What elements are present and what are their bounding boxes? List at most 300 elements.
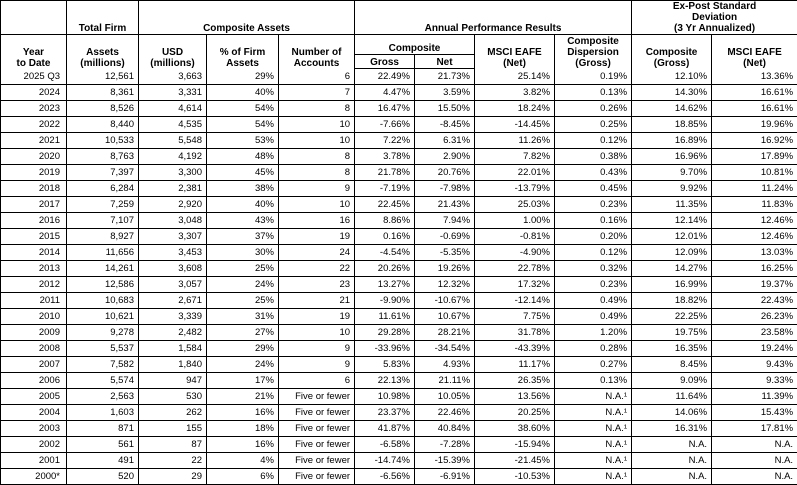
sd-msci-eafe-net-cell: 11.83%	[712, 197, 797, 213]
sd-msci-eafe-net-cell: 9.43%	[712, 357, 797, 373]
composite-net-cell: 7.94%	[415, 213, 475, 229]
composite-usd-cell: 1,840	[139, 357, 207, 373]
num-accounts-cell: 10	[279, 197, 355, 213]
msci-eafe-net-cell: 26.35%	[475, 373, 555, 389]
msci-eafe-net-cell: 31.78%	[475, 325, 555, 341]
year-cell: 2003	[1, 421, 67, 437]
total-assets-cell: 10,683	[67, 293, 139, 309]
composite-net-cell: -34.54%	[415, 341, 475, 357]
sd-composite-gross-cell: 14.30%	[632, 85, 712, 101]
msci-label: MSCI EAFE	[476, 47, 553, 58]
total-firm-header: Total Firm	[67, 1, 139, 35]
msci-eafe-net-cell: -15.94%	[475, 437, 555, 453]
composite-net-cell: 6.31%	[415, 133, 475, 149]
num-accounts-cell: Five or fewer	[279, 453, 355, 469]
composite-dispersion-cell: N.A.¹	[555, 469, 632, 485]
total-assets-cell: 6,284	[67, 181, 139, 197]
sd-composite-gross-cell: 18.85%	[632, 117, 712, 133]
composite-gross-cell: 11.61%	[355, 309, 415, 325]
composite-usd-cell: 155	[139, 421, 207, 437]
sd-msci-eafe-net-cell: 13.36%	[712, 69, 797, 85]
composite-dispersion-cell: 0.16%	[555, 213, 632, 229]
table-row	[1, 213, 797, 229]
pct-firm-assets-cell: 38%	[207, 181, 279, 197]
pct-firm-assets-cell: 24%	[207, 277, 279, 293]
composite-gross-cell: 8.86%	[355, 213, 415, 229]
table-row	[1, 261, 797, 277]
pct-firm-assets-cell: 25%	[207, 293, 279, 309]
composite-net-cell: -7.98%	[415, 181, 475, 197]
msci-eafe-net-cell: 1.00%	[475, 213, 555, 229]
expost-sd-header	[632, 1, 797, 35]
pct-firm-assets-cell: 31%	[207, 309, 279, 325]
total-assets-cell: 561	[67, 437, 139, 453]
composite-gross-cell: 41.87%	[355, 421, 415, 437]
sd-msci-eafe-net-cell: 22.43%	[712, 293, 797, 309]
sd-composite-gross-cell: N.A.	[632, 469, 712, 485]
table-row	[1, 309, 797, 325]
sd-composite-gross-cell: 16.35%	[632, 341, 712, 357]
num-accounts-cell: Five or fewer	[279, 469, 355, 485]
composite-gross-cell: 13.27%	[355, 277, 415, 293]
total-assets-cell: 5,537	[67, 341, 139, 357]
composite-header: Composite	[355, 35, 475, 55]
performance-table-body	[1, 69, 797, 485]
total-assets-cell: 1,603	[67, 405, 139, 421]
composite-gross-cell: -9.90%	[355, 293, 415, 309]
msci-eafe-net-cell: -0.81%	[475, 229, 555, 245]
msci-eafe-net-cell: -10.53%	[475, 469, 555, 485]
table-row	[1, 197, 797, 213]
sd-composite-gross-cell: 12.09%	[632, 245, 712, 261]
dispersion-label-2: Dispersion	[556, 47, 630, 58]
composite-dispersion-cell: 0.25%	[555, 117, 632, 133]
num-accounts-cell: Five or fewer	[279, 437, 355, 453]
composite-net-cell: 4.93%	[415, 357, 475, 373]
composite-gross-cell: -7.66%	[355, 117, 415, 133]
msci-eafe-net-cell: -43.39%	[475, 341, 555, 357]
composite-gross-cell: 3.78%	[355, 149, 415, 165]
composite-usd-cell: 3,307	[139, 229, 207, 245]
annual-performance-header: Annual Performance Results	[355, 1, 632, 35]
year-column-header	[1, 35, 67, 69]
msci-eafe-net-cell: 17.32%	[475, 277, 555, 293]
sd-msci-eafe-net-cell: N.A.	[712, 437, 797, 453]
pct-firm-assets-cell: 54%	[207, 101, 279, 117]
total-assets-cell: 9,278	[67, 325, 139, 341]
table-row	[1, 389, 797, 405]
sd-msci-eafe-net-cell: 19.96%	[712, 117, 797, 133]
pct-firm-assets-cell: 27%	[207, 325, 279, 341]
table-row	[1, 325, 797, 341]
composite-usd-cell: 3,608	[139, 261, 207, 277]
sd-composite-gross-cell: 14.62%	[632, 101, 712, 117]
year-cell: 2025 Q3	[1, 69, 67, 85]
pct-firm-assets-cell: 29%	[207, 341, 279, 357]
table-row	[1, 469, 797, 485]
total-assets-cell: 10,621	[67, 309, 139, 325]
table-row	[1, 373, 797, 389]
composite-net-cell: 2.90%	[415, 149, 475, 165]
composite-gross-cell: 5.83%	[355, 357, 415, 373]
year-cell: 2019	[1, 165, 67, 181]
composite-dispersion-cell: 0.20%	[555, 229, 632, 245]
year-cell: 2020	[1, 149, 67, 165]
composite-gross-cell: 23.37%	[355, 405, 415, 421]
num-accounts-cell: 7	[279, 85, 355, 101]
table-row	[1, 245, 797, 261]
composite-usd-cell: 4,535	[139, 117, 207, 133]
composite-usd-cell: 3,339	[139, 309, 207, 325]
sd-composite-gross-cell: 12.14%	[632, 213, 712, 229]
composite-net-cell: 12.32%	[415, 277, 475, 293]
total-assets-cell: 871	[67, 421, 139, 437]
table-row	[1, 277, 797, 293]
year-cell: 2010	[1, 309, 67, 325]
total-assets-cell: 7,582	[67, 357, 139, 373]
year-cell: 2004	[1, 405, 67, 421]
sd-composite-gross-cell: 12.10%	[632, 69, 712, 85]
composite-net-cell: 10.67%	[415, 309, 475, 325]
num-accounts-cell: Five or fewer	[279, 421, 355, 437]
composite-dispersion-cell: 0.23%	[555, 277, 632, 293]
table-row	[1, 453, 797, 469]
table-row	[1, 437, 797, 453]
year-cell: 2001	[1, 453, 67, 469]
msci-eafe-net-cell: 11.17%	[475, 357, 555, 373]
num-accounts-cell: 19	[279, 309, 355, 325]
composite-gross-cell: -33.96%	[355, 341, 415, 357]
year-cell: 2022	[1, 117, 67, 133]
composite-usd-cell: 1,584	[139, 341, 207, 357]
msci-eafe-net-cell: -4.90%	[475, 245, 555, 261]
num-accounts-cell: 8	[279, 101, 355, 117]
composite-gross-cell: 29.28%	[355, 325, 415, 341]
total-assets-cell: 10,533	[67, 133, 139, 149]
sd-msci-eafe-net-cell: N.A.	[712, 453, 797, 469]
composite-net-cell: 40.84%	[415, 421, 475, 437]
pct-firm-assets-cell: 45%	[207, 165, 279, 181]
num-accounts-cell: 8	[279, 149, 355, 165]
msci-eafe-net-cell: 25.14%	[475, 69, 555, 85]
total-assets-cell: 14,261	[67, 261, 139, 277]
composite-usd-cell: 3,453	[139, 245, 207, 261]
table-row	[1, 85, 797, 101]
total-assets-cell: 520	[67, 469, 139, 485]
year-cell: 2011	[1, 293, 67, 309]
gross-column-header: Gross	[355, 55, 415, 69]
sd-composite-gross-cell: 12.01%	[632, 229, 712, 245]
sd-msci-eafe-net-cell: 16.61%	[712, 85, 797, 101]
num-accounts-cell: 9	[279, 341, 355, 357]
pct-firm-assets-cell: 16%	[207, 437, 279, 453]
pct-firm-column-header	[207, 35, 279, 69]
table-row	[1, 69, 797, 85]
composite-usd-cell: 29	[139, 469, 207, 485]
pct-firm-assets-cell: 18%	[207, 421, 279, 437]
msci-eafe-net-cell: 7.75%	[475, 309, 555, 325]
total-assets-cell: 11,656	[67, 245, 139, 261]
year-cell: 2013	[1, 261, 67, 277]
pct-firm-assets-cell: 43%	[207, 213, 279, 229]
sd-msci-eafe-net-cell: 17.89%	[712, 149, 797, 165]
total-assets-cell: 8,927	[67, 229, 139, 245]
sd-msci-eafe-net-cell: 19.37%	[712, 277, 797, 293]
table-row	[1, 149, 797, 165]
num-accounts-cell: 9	[279, 357, 355, 373]
composite-dispersion-cell: 0.12%	[555, 245, 632, 261]
sd-composite-gross-cell: 8.45%	[632, 357, 712, 373]
usd-label: USD	[140, 47, 205, 58]
composite-gross-cell: -6.58%	[355, 437, 415, 453]
sd-composite-gross-cell: 16.96%	[632, 149, 712, 165]
msci-eafe-net-cell: -12.14%	[475, 293, 555, 309]
composite-usd-cell: 2,920	[139, 197, 207, 213]
sd-composite-gross-cell: 9.92%	[632, 181, 712, 197]
sd-composite-gross-cell: 11.35%	[632, 197, 712, 213]
sd-msci-eafe-net-cell: 11.39%	[712, 389, 797, 405]
composite-net-cell: 3.59%	[415, 85, 475, 101]
table-row	[1, 341, 797, 357]
sd-msci-eafe-net-cell: 12.46%	[712, 229, 797, 245]
assets-label: Assets	[68, 47, 137, 58]
table-row	[1, 405, 797, 421]
num-accounts-cell: 24	[279, 245, 355, 261]
composite-gross-cell: 22.13%	[355, 373, 415, 389]
pct-firm-assets-cell: 29%	[207, 69, 279, 85]
composite-usd-cell: 3,663	[139, 69, 207, 85]
pct-firm-label: % of Firm	[208, 47, 277, 58]
num-accounts-cell: 10	[279, 117, 355, 133]
expost-sd-line3: (3 Yr Annualized)	[633, 23, 796, 34]
total-assets-cell: 5,574	[67, 373, 139, 389]
year-cell: 2021	[1, 133, 67, 149]
table-row	[1, 165, 797, 181]
year-cell: 2017	[1, 197, 67, 213]
sd-msci-eafe-net-cell: 11.24%	[712, 181, 797, 197]
msci-eafe-net-cell: 22.01%	[475, 165, 555, 181]
num-accounts-cell: 8	[279, 165, 355, 181]
usd-unit-label: (millions)	[140, 58, 205, 69]
composite-gross-cell: 0.16%	[355, 229, 415, 245]
table-row	[1, 133, 797, 149]
year-cell: 2002	[1, 437, 67, 453]
total-assets-cell: 8,763	[67, 149, 139, 165]
total-assets-cell: 12,586	[67, 277, 139, 293]
total-assets-cell: 8,440	[67, 117, 139, 133]
dispersion-label-3: (Gross)	[556, 58, 630, 69]
composite-net-cell: 21.11%	[415, 373, 475, 389]
year-cell: 2023	[1, 101, 67, 117]
num-accounts-cell: Five or fewer	[279, 405, 355, 421]
sd-composite-gross-cell: 16.99%	[632, 277, 712, 293]
msci-eafe-net-cell: -13.79%	[475, 181, 555, 197]
sd-msci-eafe-net-cell: N.A.	[712, 469, 797, 485]
assets-unit-label: (millions)	[68, 58, 137, 69]
num-accounts-cell: 16	[279, 213, 355, 229]
num-accounts-cell: 6	[279, 69, 355, 85]
pct-firm-assets-cell: 21%	[207, 389, 279, 405]
pct-firm-assets-cell: 40%	[207, 197, 279, 213]
msci-column-header	[475, 35, 555, 69]
pct-firm-assets-cell: 54%	[207, 117, 279, 133]
composite-usd-cell: 2,482	[139, 325, 207, 341]
composite-net-cell: -7.28%	[415, 437, 475, 453]
year-group-header	[1, 1, 67, 35]
num-accounts-cell: 10	[279, 133, 355, 149]
composite-net-cell: 21.43%	[415, 197, 475, 213]
sd-composite-gross-cell: 16.89%	[632, 133, 712, 149]
sd-composite-gross-cell: N.A.	[632, 437, 712, 453]
year-cell: 2006	[1, 373, 67, 389]
num-accounts-cell: Five or fewer	[279, 389, 355, 405]
year-label: Year	[2, 47, 65, 58]
table-row	[1, 181, 797, 197]
composite-net-cell: 28.21%	[415, 325, 475, 341]
composite-usd-cell: 5,548	[139, 133, 207, 149]
composite-assets-header: Composite Assets	[139, 1, 355, 35]
num-accounts-cell: 23	[279, 277, 355, 293]
sd-composite-gross-label: (Gross)	[633, 58, 710, 69]
msci-eafe-net-cell: 13.56%	[475, 389, 555, 405]
composite-dispersion-cell: 0.38%	[555, 149, 632, 165]
header-row-groups	[1, 1, 797, 35]
sd-msci-eafe-net-cell: 17.81%	[712, 421, 797, 437]
num-accounts-cell: 19	[279, 229, 355, 245]
composite-dispersion-cell: 1.20%	[555, 325, 632, 341]
composite-net-cell: 10.05%	[415, 389, 475, 405]
year-cell: 2007	[1, 357, 67, 373]
sd-msci-eafe-net-cell: 16.25%	[712, 261, 797, 277]
year-cell: 2008	[1, 341, 67, 357]
composite-usd-cell: 262	[139, 405, 207, 421]
msci-eafe-net-cell: -14.45%	[475, 117, 555, 133]
sd-composite-gross-cell: 18.82%	[632, 293, 712, 309]
net-column-header: Net	[415, 55, 475, 69]
pct-firm-assets-cell: 37%	[207, 229, 279, 245]
sd-composite-column-header	[632, 35, 712, 69]
composite-dispersion-cell: N.A.¹	[555, 453, 632, 469]
composite-dispersion-cell: 0.28%	[555, 341, 632, 357]
sd-msci-eafe-net-cell: 23.58%	[712, 325, 797, 341]
msci-eafe-net-cell: 7.82%	[475, 149, 555, 165]
year-cell: 2000*	[1, 469, 67, 485]
composite-net-cell: -0.69%	[415, 229, 475, 245]
year-cell: 2018	[1, 181, 67, 197]
table-row	[1, 101, 797, 117]
sd-composite-gross-cell: 19.75%	[632, 325, 712, 341]
pct-firm-assets-cell: 48%	[207, 149, 279, 165]
sd-composite-gross-cell: 14.06%	[632, 405, 712, 421]
num-accounts-cell: 10	[279, 325, 355, 341]
composite-gross-cell: 22.45%	[355, 197, 415, 213]
total-assets-cell: 7,107	[67, 213, 139, 229]
year-cell: 2014	[1, 245, 67, 261]
composite-net-cell: 22.46%	[415, 405, 475, 421]
composite-dispersion-cell: 0.45%	[555, 181, 632, 197]
composite-gross-cell: 22.49%	[355, 69, 415, 85]
year-cell: 2009	[1, 325, 67, 341]
sd-composite-gross-cell: 14.27%	[632, 261, 712, 277]
sd-composite-gross-cell: 9.70%	[632, 165, 712, 181]
expost-sd-line1: Ex-Post Standard	[633, 1, 796, 12]
composite-gross-cell: -14.74%	[355, 453, 415, 469]
sd-composite-gross-cell: 22.25%	[632, 309, 712, 325]
composite-gross-cell: 7.22%	[355, 133, 415, 149]
sd-msci-label: MSCI EAFE	[713, 47, 796, 58]
composite-usd-cell: 2,381	[139, 181, 207, 197]
table-row	[1, 421, 797, 437]
msci-eafe-net-cell: 22.78%	[475, 261, 555, 277]
pct-firm-assets-cell: 16%	[207, 405, 279, 421]
composite-usd-cell: 947	[139, 373, 207, 389]
pct-firm-assets-cell: 30%	[207, 245, 279, 261]
sd-msci-eafe-net-cell: 16.61%	[712, 101, 797, 117]
total-assets-cell: 2,563	[67, 389, 139, 405]
table-row	[1, 117, 797, 133]
composite-usd-cell: 4,192	[139, 149, 207, 165]
total-assets-cell: 7,259	[67, 197, 139, 213]
table-row	[1, 293, 797, 309]
header-row-columns	[1, 35, 797, 55]
composite-gross-cell: 4.47%	[355, 85, 415, 101]
composite-gross-cell: -4.54%	[355, 245, 415, 261]
composite-net-cell: -6.91%	[415, 469, 475, 485]
composite-dispersion-cell: 0.49%	[555, 309, 632, 325]
num-accounts-cell: 22	[279, 261, 355, 277]
table-row	[1, 229, 797, 245]
sd-msci-eafe-net-cell: 26.23%	[712, 309, 797, 325]
sd-composite-gross-cell: 16.31%	[632, 421, 712, 437]
num-accounts-cell: 6	[279, 373, 355, 389]
sd-msci-eafe-net-cell: 9.33%	[712, 373, 797, 389]
composite-gross-cell: 21.78%	[355, 165, 415, 181]
composite-gross-cell: -7.19%	[355, 181, 415, 197]
msci-eafe-net-cell: 25.03%	[475, 197, 555, 213]
composite-dispersion-cell: N.A.¹	[555, 437, 632, 453]
composite-dispersion-cell: 0.27%	[555, 357, 632, 373]
table-row	[1, 357, 797, 373]
year-cell: 2015	[1, 229, 67, 245]
msci-net-label: (Net)	[476, 58, 553, 69]
sd-composite-gross-cell: N.A.	[632, 453, 712, 469]
composite-dispersion-cell: 0.19%	[555, 69, 632, 85]
dispersion-column-header	[555, 35, 632, 69]
composite-dispersion-cell: N.A.¹	[555, 421, 632, 437]
accounts-label: Number of	[280, 47, 353, 58]
sd-msci-eafe-net-cell: 13.03%	[712, 245, 797, 261]
msci-eafe-net-cell: 20.25%	[475, 405, 555, 421]
composite-net-cell: 15.50%	[415, 101, 475, 117]
msci-eafe-net-cell: -21.45%	[475, 453, 555, 469]
pct-firm-assets-cell: 25%	[207, 261, 279, 277]
total-assets-cell: 12,561	[67, 69, 139, 85]
sd-composite-label: Composite	[633, 47, 710, 58]
msci-eafe-net-cell: 3.82%	[475, 85, 555, 101]
sd-msci-eafe-net-cell: 10.81%	[712, 165, 797, 181]
year-cell: 2005	[1, 389, 67, 405]
pct-firm-assets-cell: 4%	[207, 453, 279, 469]
composite-gross-cell: 16.47%	[355, 101, 415, 117]
composite-gross-cell: -6.56%	[355, 469, 415, 485]
pct-firm-assets-cell: 17%	[207, 373, 279, 389]
composite-gross-cell: 10.98%	[355, 389, 415, 405]
composite-dispersion-cell: N.A.¹	[555, 389, 632, 405]
pct-firm-assets-cell: 53%	[207, 133, 279, 149]
composite-dispersion-cell: 0.12%	[555, 133, 632, 149]
sd-composite-gross-cell: 11.64%	[632, 389, 712, 405]
num-accounts-cell: 9	[279, 181, 355, 197]
